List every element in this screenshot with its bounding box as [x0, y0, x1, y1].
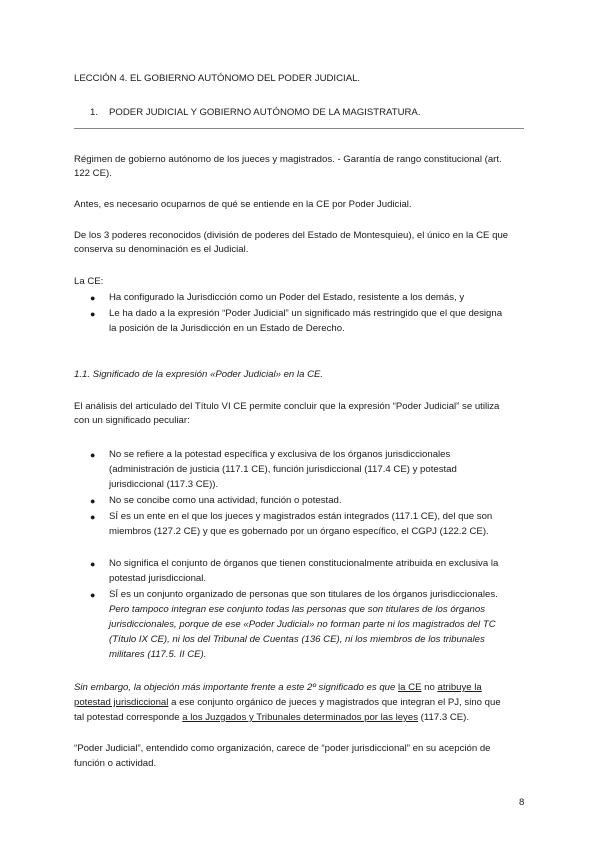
underlined-text: potestad jurisdiccional	[74, 697, 169, 708]
list-item-line: Ha configurado la Jurisdicción como un Poder del Estado, resistente a los demás, y	[109, 292, 465, 303]
paragraph: Antes, es necesario ocuparnos de qué se entiende en la CE por Poder Judicial.	[74, 199, 412, 210]
section-number: 1.	[90, 107, 99, 118]
paragraph-line: El análisis del articulado del Título VI CE permite concluir que la expresión “Poder Judicial” se utiliza	[74, 401, 500, 412]
lesson-heading: LECCIÓN 4. EL GOBIERNO AUTÓNOMO DEL PODER JUDICIAL.	[74, 73, 361, 84]
bullet-icon: ●	[90, 559, 96, 569]
bullet-icon: ●	[90, 496, 96, 506]
list-item-line: potestad jurisdiccional.	[109, 573, 207, 584]
plain-text: a ese conjunto orgánico de jueces y magistrados que integran el PJ, sino que	[168, 697, 501, 708]
bullet-icon: ●	[90, 512, 96, 522]
paragraph-line	[74, 711, 526, 725]
subsection-title: 1.1. Significado de la expresión «Poder Judicial» en la CE.	[74, 369, 324, 380]
list-item-line: (administración de justicia (117.1 CE), función jurisdiccional (117.4 CE) y potestad	[109, 464, 457, 475]
paragraph-line: función o actividad.	[74, 758, 157, 769]
note-line: militares (117.5. II CE).	[109, 649, 207, 660]
plain-text: no	[421, 682, 438, 693]
list-item-line: SÍ es un ente en el que los jueces y magistrados están integrados (117.1 CE), del que son	[109, 511, 493, 522]
bullet-icon: ●	[90, 590, 96, 600]
objection-text: Sin embargo, la objeción más importante frente a este 2º significado es que	[74, 682, 399, 693]
underlined-text: la CE	[398, 682, 422, 693]
plain-text: tal potestad corresponde	[74, 712, 183, 723]
paragraph-line: con un significado peculiar:	[74, 415, 190, 426]
bullet-icon: ●	[90, 293, 96, 303]
list-item-line: la posición de la Jurisdicción en un Estado de Derecho.	[109, 323, 345, 334]
list-intro: La CE:	[74, 276, 104, 287]
section-divider	[74, 128, 524, 129]
note-line: (Título IX CE), ni los del Tribunal de Cuentas (136 CE), ni los miembros de los tribunales	[109, 634, 485, 645]
list-item-line: No se refiere a la potestad específica y exclusiva de los órganos jurisdiccionales	[109, 449, 451, 460]
list-item-line: Le ha dado a la expresión “Poder Judicial” un significado más restringido que el que designa	[109, 308, 503, 319]
paragraph-line: Régimen de gobierno autónomo de los jueces y magistrados. - Garantía de rango constitucional (art.	[74, 154, 502, 165]
list-item-line: miembros (127.2 CE) y que es gobernado por un órgano específico, el CGPJ (122.2 CE).	[109, 526, 489, 537]
note-line: Pero tampoco integran ese conjunto todas las personas que son titulares de los órganos	[109, 604, 485, 615]
underlined-text: atribuye la	[437, 682, 482, 693]
list-item-line: No significa el conjunto de órganos que tienen constitucionalmente atribuida en exclusiva la	[109, 558, 499, 569]
paragraph-line: “Poder Judicial”, entendido como organización, carece de “poder jurisdiccional” en su acepción de	[74, 743, 491, 754]
list-item-line: SÍ es un conjunto organizado de personas que son titulares de los órganos jurisdiccionales.	[109, 589, 498, 600]
page-number: 8	[519, 797, 525, 808]
paragraph-line	[74, 696, 526, 710]
list-item-line: No se concibe como una actividad, función o potestad.	[109, 495, 342, 506]
plain-text: (117.3 CE).	[418, 712, 470, 723]
paragraph-line: De los 3 poderes reconocidos (división de poderes del Estado de Montesquieu), el único en la CE que	[74, 230, 509, 241]
note-line: jurisdiccionales, porque de ese «Poder Judicial» no forman parte ni los magistrados del TC	[109, 619, 496, 630]
section-title: PODER JUDICIAL Y GOBIERNO AUTÓNOMO DE LA MAGISTRATURA.	[109, 107, 421, 118]
underlined-text: a los Juzgados y Tribunales determinados por las leyes	[182, 712, 418, 723]
paragraph-line	[74, 681, 526, 695]
bullet-icon: ●	[90, 309, 96, 319]
bullet-icon: ●	[90, 450, 96, 460]
paragraph-line: conserva su denominación es el Judicial.	[74, 244, 249, 255]
paragraph-line: 122 CE).	[74, 168, 112, 179]
list-item-line: jurisdiccional (117.3 CE)).	[109, 479, 219, 490]
